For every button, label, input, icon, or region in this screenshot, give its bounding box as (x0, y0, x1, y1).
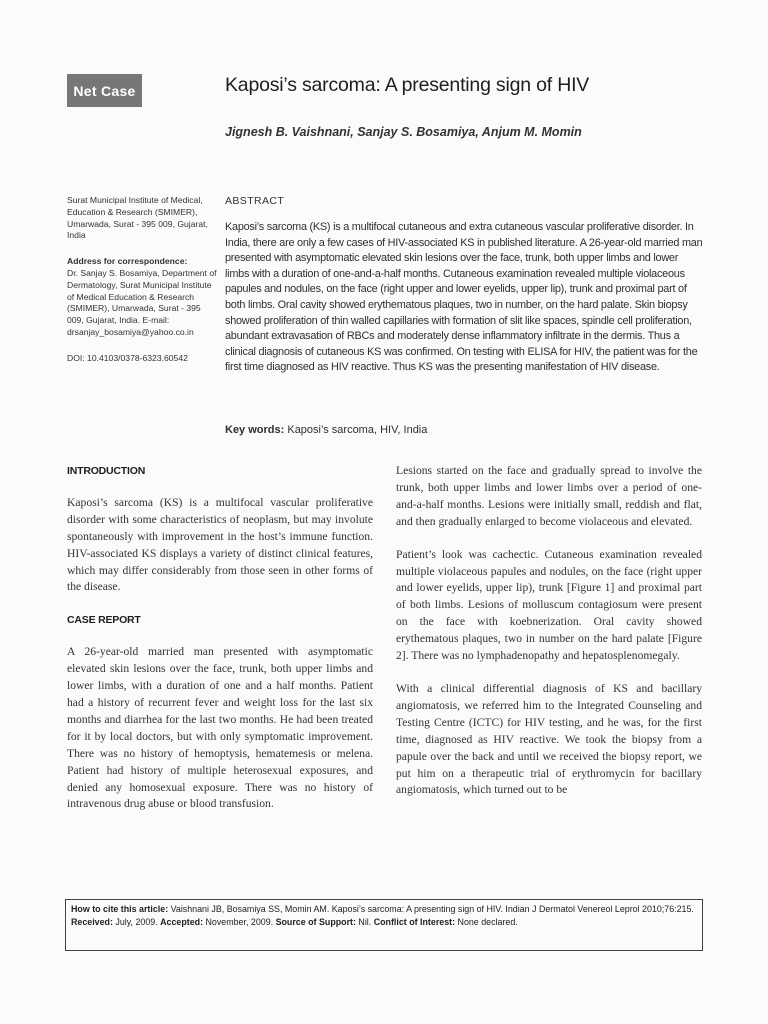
body-right-column (396, 463, 702, 815)
correspondence-address: Dr. Sanjay S. Bosamiya, Department of Dermatology, Surat Municipal Institute of Medical Education & Research (SMIMER), Umarwada, Surat - 395 009, Gujarat, India. E-mail: drsanjay_bosamiya@yahoo.co.in (67, 267, 217, 337)
body-paragraph: With a clinical differential diagnosis of KS and bacillary angiomatosis, we referred him to the Integrated Counseling and Testing Centre (ICTC) for HIV testing, and he was, for the first time, diagnosed as HIV reactive. We took the biopsy from a papule over the back and until we received the biopsy report, we put him on a therapeutic trial of erythromycin for bacillary angiomatosis, which turned out to be (396, 681, 702, 797)
conflict-value: None declared. (455, 917, 518, 928)
article-title: Kaposi’s sarcoma: A presenting sign of HIV (225, 74, 590, 96)
body-left-column (67, 463, 373, 829)
conflict-label: Conflict of Interest: (373, 917, 456, 928)
received-value: July, 2009. (112, 917, 161, 928)
received-label: Received: (71, 917, 113, 928)
citation-line (71, 903, 697, 916)
keywords-label: Key words: (225, 424, 285, 436)
cite-text: Vaishnani JB, Bosamiya SS, Momin AM. Kaposi’s sarcoma: A presenting sign of HIV. Indian J Dermatol Venereol Leprol 2010;76:215. (168, 904, 694, 914)
accepted-value: November, 2009. (203, 917, 276, 928)
abstract-text: Kaposi’s sarcoma (KS) is a multifocal cutaneous and extra cutaneous vascular proliferative disorder. In India, there are only a few cases of HIV-associated KS in published literature. A 26-year-old married man presented with asymptomatic elevated skin lesions over the face, trunk, both upper limbs and lower limbs with a duration of one-and-a-half months. Cutaneous examination revealed multiple violaceous papules and nodules, on the face (right upper and lower eyelids, upper lip), trunk and proximal part of both limbs. Oral cavity showed erythematous plaques, two in number, on the hard palate. Skin biopsy showed proliferation of thin walled capillaries with formation of slit like spaces, spindle cell proliferation, abundant extravasation of RBCs and moderately dense inflammatory infiltrate in the dermis. Thus a clinical diagnosis of cutaneous KS was confirmed. On testing with ELISA for HIV, the patient was for the first time diagnosed as HIV reactive. Thus KS was the presenting manifestation of HIV disease. (225, 221, 703, 374)
case-report-heading: CASE REPORT (67, 614, 141, 627)
section-badge: Net Case (67, 74, 142, 107)
abstract-heading: ABSTRACT (225, 195, 285, 207)
affiliation: Surat Municipal Institute of Medical, Education & Research (SMIMER), Umarwada, Surat - 395 009, Gujarat, India (67, 195, 208, 241)
keywords (225, 424, 703, 436)
sidebar (67, 195, 217, 365)
support-label: Source of Support: (275, 917, 356, 928)
dates-line (71, 916, 697, 929)
keywords-text: Kaposi’s sarcoma, HIV, India (284, 424, 428, 436)
accepted-label: Accepted: (160, 917, 204, 928)
author-list: Jignesh B. Vaishnani, Sanjay S. Bosamiya, Anjum M. Momin (225, 125, 582, 139)
introduction-heading: INTRODUCTION (67, 465, 146, 477)
correspondence-heading: Address for correspondence: (67, 256, 188, 267)
case-report-text: A 26-year-old married man presented with asymptomatic elevated skin lesions over the face, trunk, both upper limbs and lower limbs, with a duration of one and a half months. Patient had a history of recurrent fever and weight loss for the last six months and diarrhea for the last two months. He had been treated for it by local doctors, but with only symptomatic improvement. There was no history of hemoptysis, hematemesis or melena. Patient had history of multiple heterosexual exposures, and denied any homosexual exposure. There was no history of intravenous drug abuse or blood transfusion. (67, 645, 373, 811)
support-value: Nil. (355, 917, 374, 928)
body-paragraph: Patient’s look was cachectic. Cutaneous examination revealed multiple violaceous papules and nodules, on the face (right upper and lower eyelids, upper lip), trunk [Figure 1] and proximal part of both limbs. Lesions of molluscum contagiosum were present on the face with koebnerization. Oral cavity showed erythematous plaques, two in number on the hard palate [Figure 2]. There was no lymphadenopathy and hepatosplenomegaly. (396, 547, 702, 663)
citation-box (65, 899, 703, 951)
cite-label: How to cite this article: (71, 904, 169, 914)
doi: DOI: 10.4103/0378-6323.60542 (67, 352, 188, 363)
introduction-text: Kaposi’s sarcoma (KS) is a multifocal vascular proliferative disorder with some characteristics of neoplasm, but may involute spontaneously with improvement in the host’s immune function. HIV-associated KS displays a variety of distinct clinical features, which may differ considerably from those seen in other forms of the disease. (67, 495, 373, 594)
body-paragraph: Lesions started on the face and gradually spread to involve the trunk, both upper limbs and lower limbs over a period of one-and-a-half months. Lesions were initially small, reddish and flat, and then gradually enlarged to become violaceous and elevated. (396, 464, 702, 528)
